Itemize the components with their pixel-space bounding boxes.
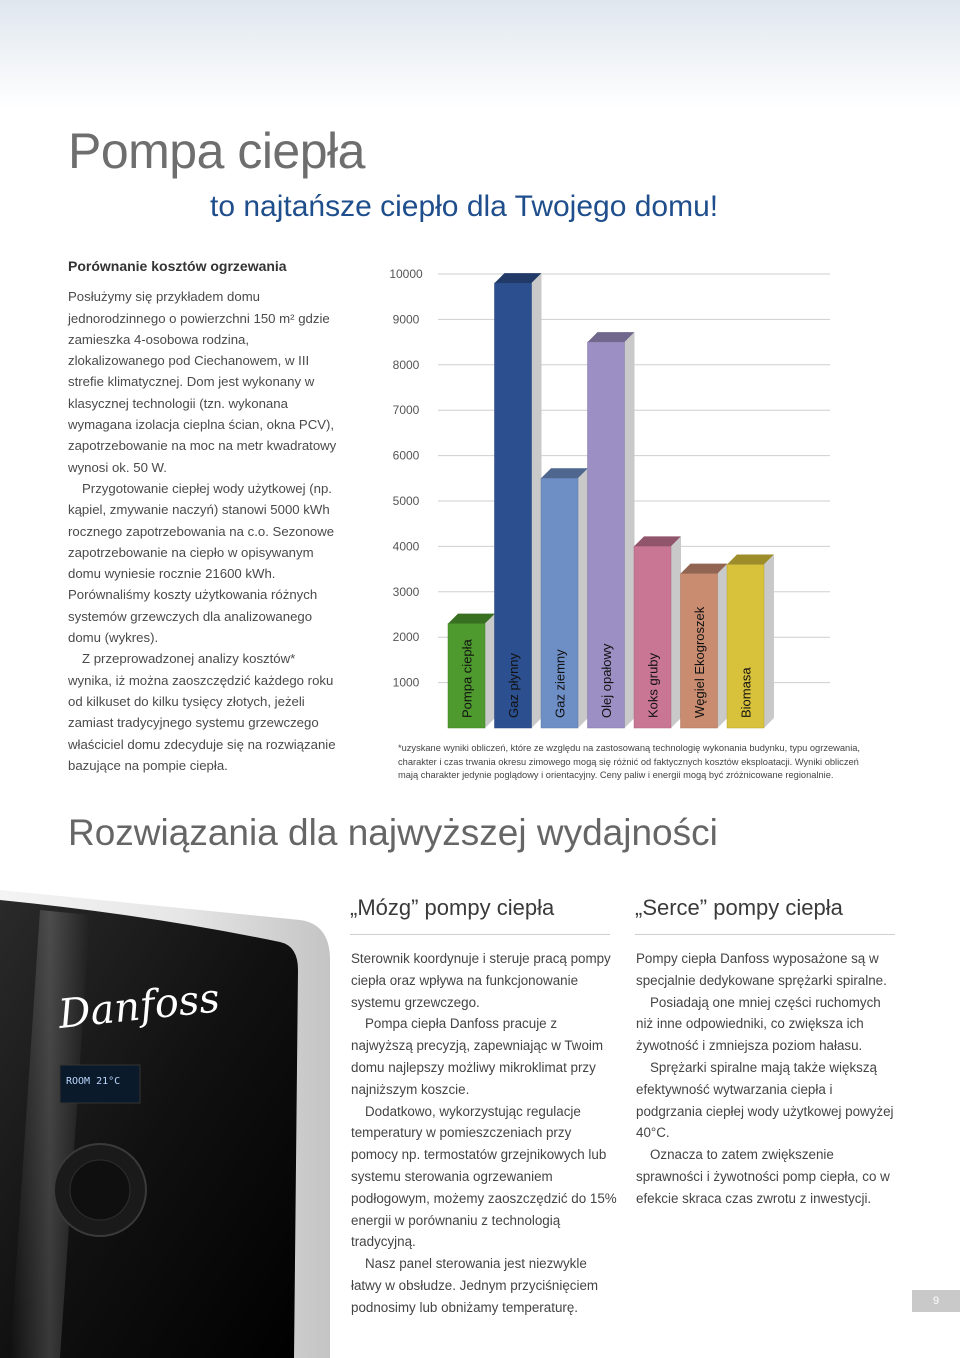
heart-title-rule xyxy=(635,934,895,935)
sky-background xyxy=(0,0,960,110)
heart-paragraph-2: Posiadają one mniej części ruchomych niż inne odpowiedniki, co zwiększa ich żywotność i zmniejsza poziom hałasu. xyxy=(636,994,881,1054)
bar-side xyxy=(764,555,774,728)
bar-label: Węgiel Ekogroszek xyxy=(692,606,707,718)
y-tick-label: 5000 xyxy=(392,494,420,508)
controller-device-image xyxy=(0,860,330,1358)
y-tick-label: 4000 xyxy=(392,539,420,554)
y-tick-label: 2000 xyxy=(392,630,420,645)
intro-paragraph-2: Przygotowanie ciepłej wody użytkowej (np. kąpiel, zmywanie naczyń) stanowi 5000 kWh rocznego zapotrzebowania na c.o. Sezonowe zapotrzebowanie na ciepło w opisywanym domu wyniesie rocznie 21600 kWh. Porównaliśmy koszty użytkowania różnych systemów grzewczych dla analizowanego domu (wykres). xyxy=(68,480,335,646)
y-tick-label: 3000 xyxy=(392,584,420,599)
page-number: 9 xyxy=(912,1290,960,1312)
bar-side xyxy=(718,564,728,728)
section-title: Rozwiązania dla najwyższej wydajności xyxy=(68,812,718,853)
bar-label: Gaz płynny xyxy=(506,652,521,718)
bar-side xyxy=(578,468,588,728)
brain-paragraph-2: Pompa ciepła Danfoss pracuje z najwyższą precyzją, zapewniając w Twoim domu najlepszy możliwy mikroklimat przy najniższym koszcie. xyxy=(351,1016,604,1097)
brain-column xyxy=(351,948,619,1319)
bar-side xyxy=(532,273,542,728)
y-tick-label: 6000 xyxy=(392,448,420,463)
bar-label: Pompa ciepła xyxy=(459,639,475,718)
brain-paragraph-4: Nasz panel sterowania jest niezwykle łatwy w obsłudze. Jednym przyciśnięciem podnosimy lub obniżamy temperaturę. xyxy=(351,1256,599,1315)
y-tick-label: 10000 xyxy=(389,267,423,281)
brain-paragraph-1: Sterownik koordynuje i steruje pracą pompy ciepła oraz wpływa na funkcjonowanie systemu grzewczego. xyxy=(351,951,611,1010)
intro-heading: Porównanie kosztów ogrzewania xyxy=(68,258,287,274)
intro-column xyxy=(68,256,338,776)
bar-side xyxy=(485,614,495,728)
brain-title-rule xyxy=(350,934,610,935)
footnote-text: *uzyskane wyniki obliczeń, które ze względu na zastosowaną technologię wykonania budynku, typu ogrzewania, charakter i czas trwania okresu zimowego mogą się różnić od faktycznych kosztów eksploatacji. Wyniki obliczeń mają charakter jedynie poglądowy i orientacyjny. Ceny paliw i energii mogą być zróżnicowane regionalnie. xyxy=(398,743,861,780)
intro-paragraph-3: Z przeprowadzonej analizy kosztów* wynika, iż można zaoszczędzić każdego roku od kilkuset do kilku tysięcy złotych, jeżeli zamiast tradycyjnego systemu grzewczego właściciel domu zdecyduje się na rozwiązanie bazujące na pompie ciepła. xyxy=(68,651,336,773)
bar-side xyxy=(625,332,635,728)
y-tick-label: 8000 xyxy=(392,357,420,372)
page-subtitle: to najtańsze ciepło dla Twojego domu! xyxy=(210,190,719,223)
device-brand-logo: Danfoss xyxy=(56,975,222,1038)
heart-paragraph-4: Oznacza to zatem zwiększenie sprawności i żywotności pomp ciepła, co w efekcie skraca czas zwrotu z inwestycji. xyxy=(636,1147,890,1206)
bar-side xyxy=(671,536,681,728)
brain-paragraph-3: Dodatkowo, wykorzystując regulacje temperatury w pomieszczeniach przy pomocy np. termostatów grzejnikowych lub systemu sterowania ogrzewaniem podłogowym, możemy zaoszczędzić do 15% energii w porównaniu z technologią tradycyjną. xyxy=(351,1103,617,1250)
heart-title: „Serce” pompy ciepła xyxy=(635,895,843,920)
chart-footnote xyxy=(398,742,878,783)
heart-paragraph-3: Sprężarki spiralne mają także większą efektywność wytwarzania ciepła i podgrzania ciepłej wody użytkowej powyżej 40°C. xyxy=(636,1059,894,1141)
heart-column xyxy=(636,948,898,1210)
device-screen-text: ROOM 21°C xyxy=(66,1076,121,1087)
heart-paragraph-1: Pompy ciepła Danfoss wyposażone są w specjalnie dedykowane sprężarki spiralne. xyxy=(636,951,887,988)
y-tick-label: 1000 xyxy=(392,675,420,690)
bar-label: Koks gruby xyxy=(645,652,661,718)
bar-label: Biomasa xyxy=(738,667,754,718)
page-title: Pompa ciepła xyxy=(68,123,365,179)
brain-title: „Mózg” pompy ciepła xyxy=(350,895,555,920)
y-tick-label: 9000 xyxy=(392,312,420,327)
intro-paragraph-1: Posłużymy się przykładem domu jednorodzinnego o powierzchni 150 m² gdzie zamieszka 4-osobowa rodzina, zlokalizowanego pod Ciechanowem, w III strefie klimatycznej. Dom jest wykonany w klasycznej technologii (tzn. wykonana wymagana izolacja cieplna ścian, okna PCV), zapotrzebowanie na moc na metr kwadratowy wynosi ok. 50 W. xyxy=(68,289,337,475)
bar-label: Olej opałowy xyxy=(599,643,614,718)
y-tick-label: 7000 xyxy=(392,403,420,418)
bar-label: Gaz ziemny xyxy=(552,649,568,718)
